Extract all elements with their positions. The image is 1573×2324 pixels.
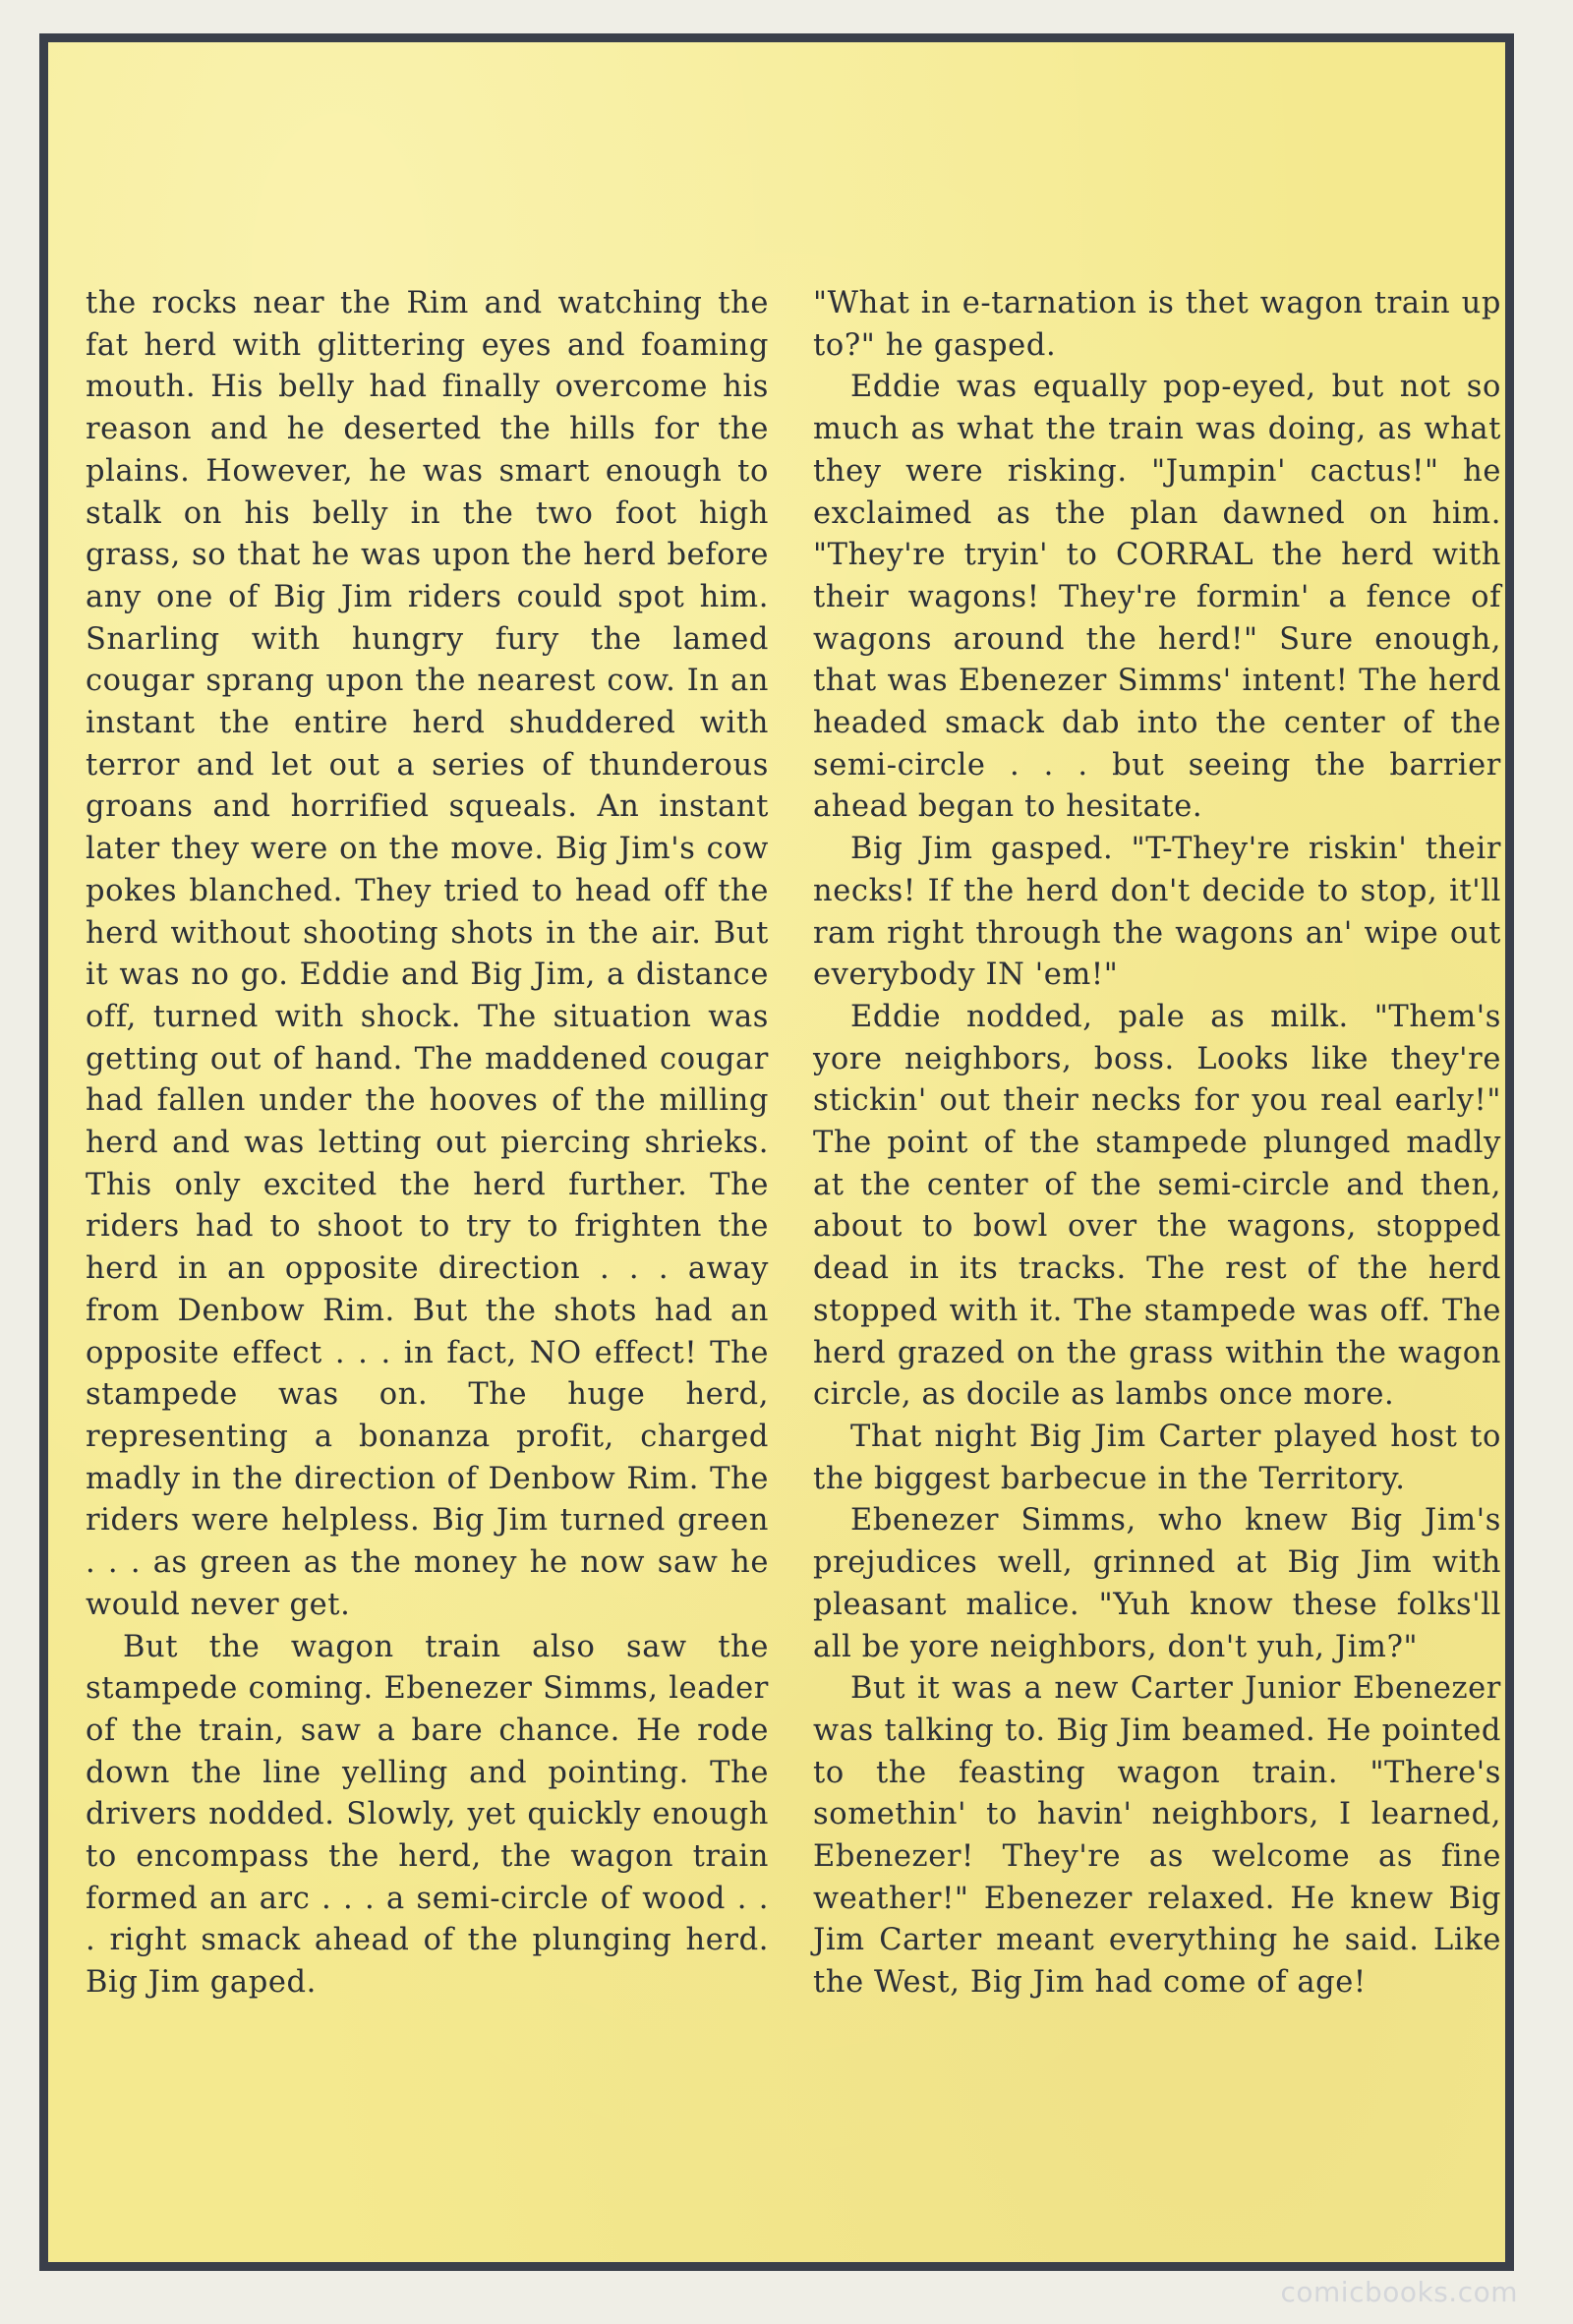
paragraph: the rocks near the Rim and watching the fat herd with glittering eyes and foaming mouth. His belly had finally overcome his reason and he deserted the hills for the plains. However, he was smart enough to stalk on his belly in the two foot high grass, so that he was upon the herd before any one of Big Jim riders could spot him. Snarling with hungry fury the lamed cougar sprang upon the nearest cow. In an instant the entire herd shuddered with terror and let out a series of thunderous groans and horrified squeals. An instant later they were on the move. Big Jim's cow pokes blanched. They tried to head off the herd without shooting shots in the air. But it was no go. Eddie and Big Jim, a distance off, turned with shock. The situation was getting out of hand. The maddened cougar had fallen under the hooves of the milling herd and was letting out piercing shrieks. This only excited the herd further. The riders had to shoot to try to frighten the herd in an opposite direction . . . away from Denbow Rim. But the shots had an opposite effect . . . in fact, NO effect! The stampede was on. The huge herd, representing a bonanza profit, charged madly in the direction of Denbow Rim. The riders were helpless. Big Jim turned green . . . as green as the money he now saw he would never get. xyxy=(86,286,769,1622)
story-page xyxy=(39,33,1514,2271)
paragraph: "What in e-tarnation is thet wagon train up to?" he gasped. xyxy=(813,286,1501,363)
watermark: comicbooks.com xyxy=(1280,2276,1518,2308)
paragraph: But the wagon train also saw the stampede coming. Ebenezer Simms, leader of the train, saw a bare chance. He rode down the line yelling and pointing. The drivers nodded. Slowly, yet quickly enough to encompass the herd, the wagon train formed an arc . . . a semi-circle of wood . . . right smack ahead of the plunging herd. Big Jim gaped. xyxy=(86,1629,769,2001)
right-text-column xyxy=(813,283,1501,2004)
paragraph: Eddie nodded, pale as milk. "Them's yore neighbors, boss. Looks like they're stickin' out their necks for you real early!" The point of the stampede plunged madly at the center of the semi-circle and then, about to bowl over the wagons, stopped dead in its tracks. The rest of the herd stopped with it. The stampede was off. The herd grazed on the grass within the wagon circle, as docile as lambs once more. xyxy=(813,999,1501,1413)
paragraph: But it was a new Carter Junior Ebenezer was talking to. Big Jim beamed. He pointed to the feasting wagon train. "There's somethin' to havin' neighbors, I learned, Ebenezer! They're as welcome as fine weather!" Ebenezer relaxed. He knew Big Jim Carter meant everything he said. Like the West, Big Jim had come of age! xyxy=(813,1671,1501,2001)
paragraph: That night Big Jim Carter played host to the biggest barbecue in the Territory. xyxy=(813,1419,1501,1496)
paragraph: Big Jim gasped. "T-They're riskin' their necks! If the herd don't decide to stop, it'll ram right through the wagons an' wipe out everybody IN 'em!" xyxy=(813,832,1501,993)
paragraph: Ebenezer Simms, who knew Big Jim's prejudices well, grinned at Big Jim with pleasant malice. "Yuh know these folks'll all be yore neighbors, don't yuh, Jim?" xyxy=(813,1503,1501,1664)
paragraph: Eddie was equally pop-eyed, but not so much as what the train was doing, as what they were risking. "Jumpin' cactus!" he exclaimed as the plan dawned on him. "They're tryin' to CORRAL the herd with their wagons! They're formin' a fence of wagons around the herd!" Sure enough, that was Ebenezer Simms' intent! The herd headed smack dab into the center of the semi-circle . . . but seeing the barrier ahead began to hesitate. xyxy=(813,370,1501,825)
left-text-column xyxy=(86,283,769,2004)
